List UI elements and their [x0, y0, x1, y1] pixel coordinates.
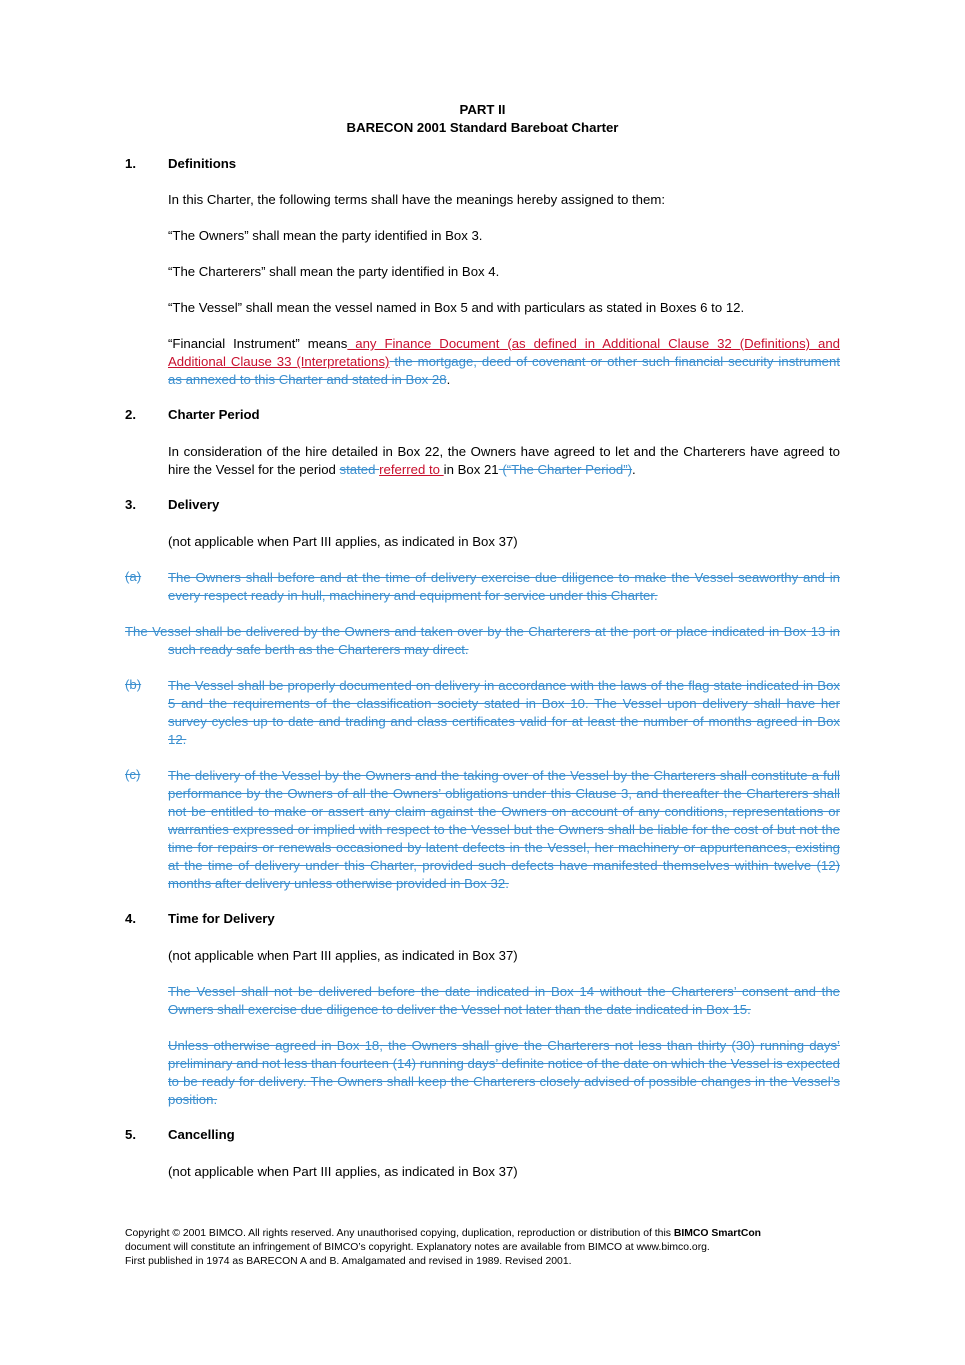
- footer-brand: BIMCO SmartCon: [673, 1228, 762, 1239]
- section-3-note: (not applicable when Part III applies, as indicated in Box 37): [168, 534, 518, 549]
- section-2-heading: Charter Period: [168, 407, 260, 422]
- section-5-note: (not applicable when Part III applies, as indicated in Box 37): [168, 1164, 518, 1179]
- time-for-delivery-text-1: The Vessel shall not be delivered before the date indicated in Box 14 without the Charterers’ consent and the Owners shall exercise due diligence to deliver the Vessel not later than the date indicated in Box 15.: [168, 984, 840, 1017]
- clause-3a-label: (a): [125, 569, 142, 584]
- clause-3b-text: The Vessel shall be properly documented on delivery in accordance with the laws of the flag state indicated in Box 5 and the requirements of the classification society stated in Box 10. The Vessel upon delivery shall have her survey cycles up to date and trading and class certificates valid for at least the number of months agreed in Box 12.: [168, 678, 840, 747]
- fi-inserted-text: any Finance Document (as defined in Additional Clause 32 (Definitions) and Additional Clause 33 (Interpretations): [168, 336, 840, 369]
- fi-deleted-text: the mortgage, deed of covenant or other such financial security instrument as annexed to this Charter and stated in Box 28: [168, 354, 840, 387]
- clause-3b-label: (b): [125, 677, 142, 692]
- footer-line-3: First published in 1974 as BARECON A and B. Amalgamated and revised in 1989. Revised 2001.: [125, 1256, 572, 1267]
- document-title: BARECON 2001 Standard Bareboat Charter: [346, 120, 619, 135]
- cp-text-3: .: [632, 462, 636, 477]
- definition-owners: “The Owners” shall mean the party identified in Box 3.: [168, 228, 483, 243]
- section-4-note: (not applicable when Part III applies, as indicated in Box 37): [168, 948, 518, 963]
- section-1-heading: Definitions: [168, 156, 237, 171]
- footer-line-2: document will constitute an infringement of BIMCO’s copyright. Explanatory notes are available from BIMCO at www.bimco.org.: [125, 1242, 710, 1253]
- section-3-number: 3.: [125, 497, 136, 512]
- section-2-number: 2.: [125, 407, 136, 422]
- clause-3c-text: The delivery of the Vessel by the Owners and the taking over of the Vessel by the Charterers shall constitute a full performance by the Owners of all the Owners’ obligations under this Clause 3, and thereafter the Charterers shall not be entitled to make or assert any claim against the Owners on account of any conditions, representations or warranties expressed or implied with respect to the Vessel but the Owners shall be liable for the cost of but not the time for repairs or renewals occasioned by latent defects in the Vessel, her machinery or appurtenances, existing at the time of delivery under this Charter, provided such defects have manifested themselves within twelve (12) months after delivery unless otherwise provided in Box 32.: [168, 768, 840, 891]
- section-4-number: 4.: [125, 911, 136, 926]
- part-label: PART II: [459, 102, 506, 117]
- section-5-heading: Cancelling: [168, 1127, 235, 1142]
- copyright-footer: [125, 1227, 840, 1269]
- clause-3a-delivery-text: The Vessel shall be delivered by the Owners and taken over by the Charterers at the port or place indicated in Box 13 in such ready safe berth as the Charterers may direct.: [125, 624, 840, 657]
- section-1-number: 1.: [125, 156, 136, 171]
- cp-text-2: in Box 21: [443, 462, 499, 477]
- footer-line-1-text: Copyright © 2001 BIMCO. All rights reserved. Any unauthorised copying, duplication, reproduction or distribution of this: [125, 1228, 674, 1239]
- definition-charterers: “The Charterers” shall mean the party identified in Box 4.: [168, 264, 500, 279]
- cp-deleted-1: stated: [339, 462, 380, 477]
- cp-text-1: In consideration of the hire detailed in Box 22, the Owners have agreed to let and the Charterers have agreed to hire the Vessel for the period: [168, 444, 840, 477]
- definition-vessel: “The Vessel” shall mean the vessel named in Box 5 and with particulars as stated in Boxes 6 to 12.: [168, 300, 745, 315]
- charter-period-text: [168, 443, 840, 479]
- cp-deleted-2: (“The Charter Period”): [498, 462, 633, 477]
- fi-end: .: [446, 372, 451, 387]
- footer-line-1: [125, 1227, 840, 1241]
- clause-3c-label: (c): [125, 767, 141, 782]
- section-4-heading: Time for Delivery: [168, 911, 275, 926]
- clause-3a-text: The Owners shall before and at the time of delivery exercise due diligence to make the Vessel seaworthy and in every respect ready in hull, machinery and equipment for service under this Charter.: [168, 570, 840, 603]
- cp-inserted-1: referred to: [379, 462, 444, 477]
- definition-financial-instrument: [168, 335, 840, 389]
- section-5-number: 5.: [125, 1127, 136, 1142]
- fi-text: “Financial Instrument” means: [168, 336, 348, 351]
- section-3-heading: Delivery: [168, 497, 220, 512]
- time-for-delivery-text-2: Unless otherwise agreed in Box 18, the Owners shall give the Charterers not less than thirty (30) running days’ preliminary and not less than fourteen (14) running days’ definite notice of the date on which the Vessel is expected to be ready for delivery. The Owners shall keep the Charterers closely advised of possible changes in the Vessel’s position.: [168, 1038, 840, 1107]
- definitions-intro: In this Charter, the following terms shall have the meanings hereby assigned to them:: [168, 192, 665, 207]
